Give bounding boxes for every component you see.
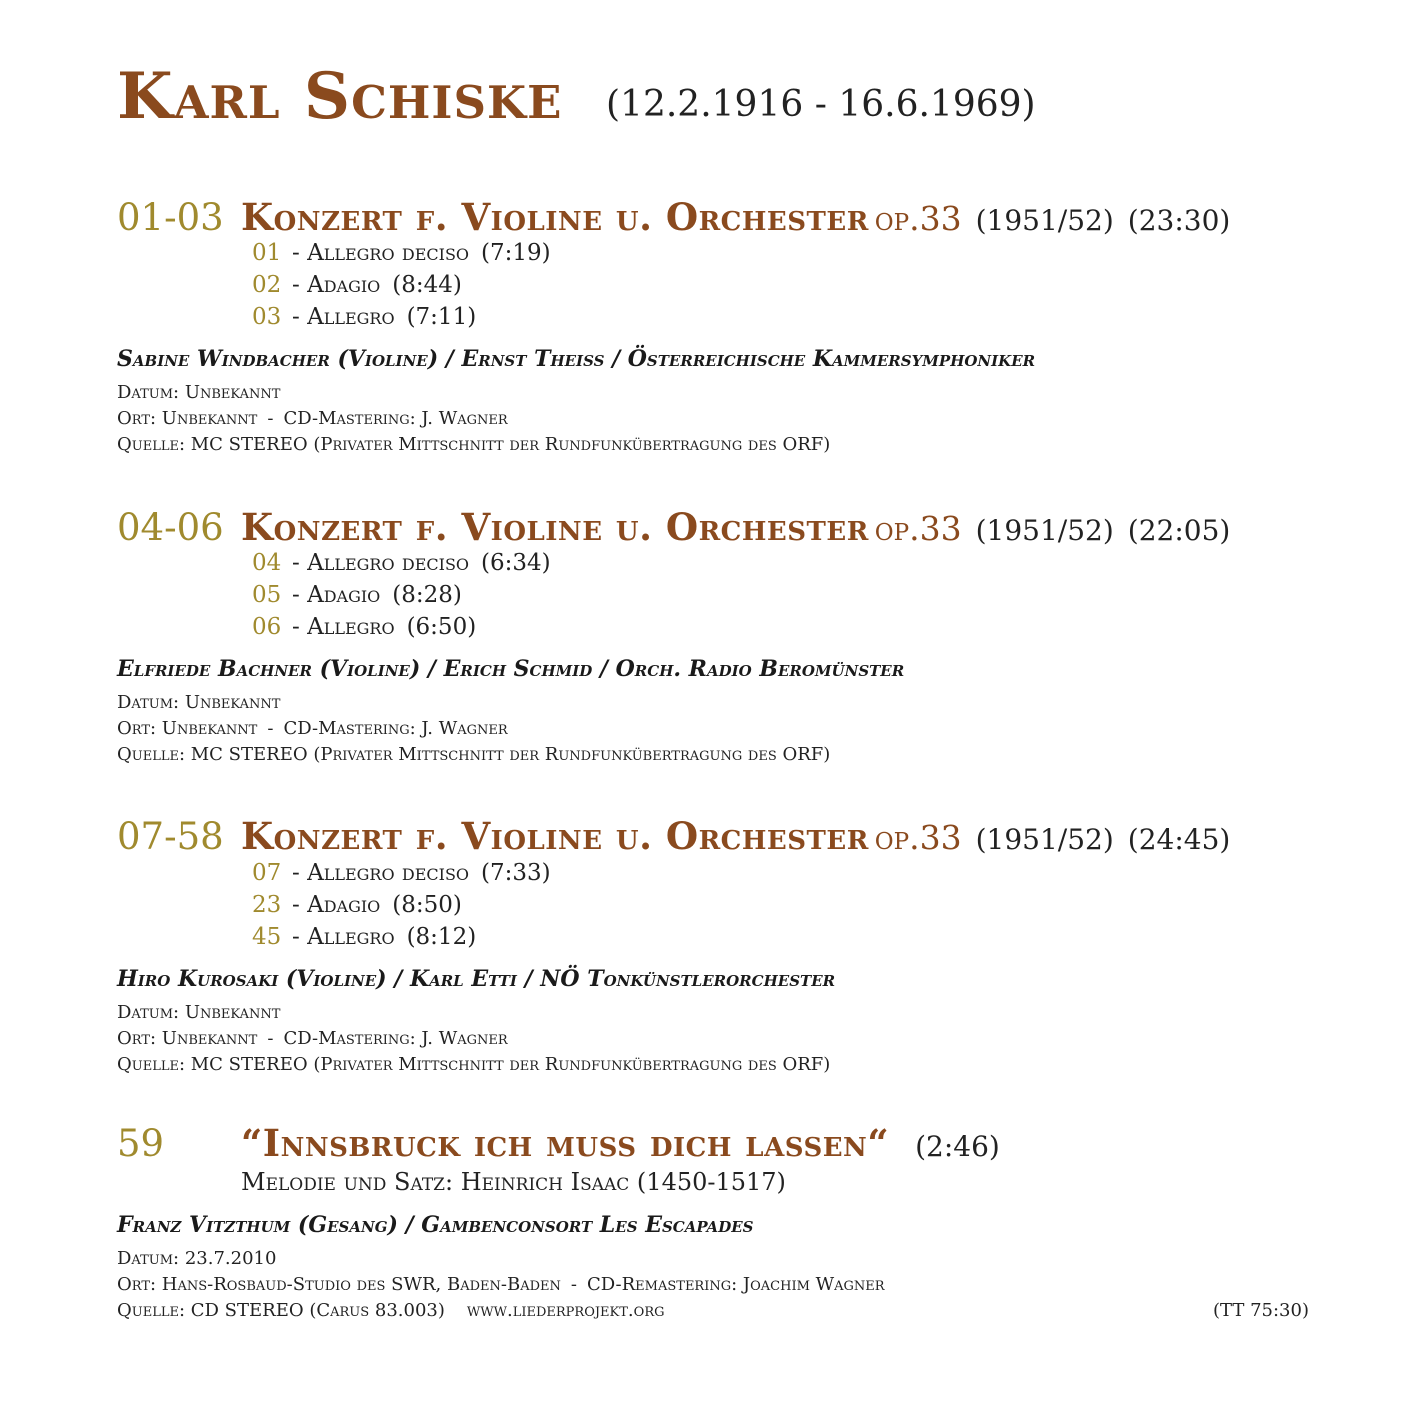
- detail-ort-row: Ort: Unbekannt - CD-Mastering: J. Wagner: [117, 408, 508, 429]
- work-title-row: [117, 811, 1230, 865]
- detail-mastering: CD-Mastering: J. Wagner: [283, 408, 508, 429]
- movement-name: - Allegro: [292, 924, 395, 950]
- work-duration: (22:05): [1127, 514, 1231, 547]
- work-title: Konzert f. Violine u. Orchester: [241, 814, 869, 858]
- movement-duration: (7:19): [481, 240, 551, 266]
- track-range: 04-06: [117, 506, 224, 549]
- work-opus: op.33: [874, 509, 962, 548]
- performers: Elfriede Bachner (Violine) / Erich Schmid / Orch. Radio Beromünster: [117, 656, 905, 682]
- movement-duration: (7:11): [406, 304, 477, 330]
- work-duration: (24:45): [1127, 823, 1231, 856]
- work-duration: (23:30): [1127, 204, 1231, 237]
- performers: Franz Vitzthum (Gesang) / Gambenconsort Les Escapades: [117, 1212, 754, 1238]
- movement-duration: (8:12): [406, 924, 477, 950]
- song-duration: (2:46): [915, 1130, 1000, 1163]
- movement-row: [252, 270, 462, 301]
- movement-number: 07: [252, 860, 282, 886]
- detail-mastering: CD-Remastering: Joachim Wagner: [587, 1274, 885, 1295]
- movement-duration: (6:50): [406, 614, 477, 640]
- movement-duration: (8:50): [392, 892, 462, 918]
- movement-row: [252, 922, 476, 953]
- detail-ort-row: Ort: Unbekannt - CD-Mastering: J. Wagner: [117, 1028, 508, 1049]
- movement-name: - Adagio: [292, 892, 381, 918]
- movement-number: 05: [252, 582, 282, 608]
- movement-duration: (8:44): [392, 272, 462, 298]
- detail-datum: Datum: Unbekannt: [117, 1002, 281, 1023]
- movement-duration: (7:33): [481, 860, 551, 886]
- movement-number: 01: [252, 240, 282, 266]
- detail-mastering: CD-Mastering: J. Wagner: [283, 718, 508, 739]
- movement-number: 04: [252, 550, 282, 576]
- movement-number: 03: [252, 304, 282, 330]
- movement-number: 02: [252, 272, 282, 298]
- detail-ort: Ort: Hans-Rosbaud-Studio des SWR, Baden-Baden: [117, 1274, 561, 1295]
- detail-quelle-row: [117, 1298, 665, 1324]
- work-year: (1951/52): [975, 204, 1114, 237]
- composer-dates: (12.2.1916 - 16.6.1969): [606, 84, 1036, 125]
- song-title: “Innsbruck ich muss dich lassen“: [241, 1121, 890, 1165]
- movement-name: - Allegro deciso: [292, 860, 470, 886]
- detail-datum: Datum: Unbekannt: [117, 692, 281, 713]
- song-title-row: [117, 1118, 1000, 1172]
- movement-number: 23: [252, 892, 282, 918]
- detail-ort: Ort: Unbekannt: [117, 1028, 258, 1049]
- website-text: www.liederprojekt.org: [466, 1300, 665, 1321]
- work-opus: op.33: [874, 818, 962, 857]
- movement-name: - Adagio: [292, 582, 381, 608]
- detail-mastering: CD-Mastering: J. Wagner: [283, 1028, 508, 1049]
- movement-name: - Allegro: [292, 304, 395, 330]
- track-range: 07-58: [117, 815, 224, 858]
- detail-quelle: Quelle: CD STEREO (Carus 83.003): [117, 1300, 445, 1321]
- performers: Sabine Windbacher (Violine) / Ernst Theiss / Österreichische Kammersymphoniker: [117, 346, 1036, 372]
- movement-duration: (8:28): [392, 582, 462, 608]
- detail-quelle: Quelle: MC STEREO (Privater Mittschnitt der Rundfunkübertragung des ORF): [117, 1054, 831, 1075]
- total-time: (TT 75:30): [1213, 1300, 1309, 1321]
- detail-datum: Datum: 23.7.2010: [117, 1248, 277, 1269]
- detail-quelle: Quelle: MC STEREO (Privater Mittschnitt der Rundfunkübertragung des ORF): [117, 744, 831, 765]
- work-opus: op.33: [874, 199, 962, 238]
- movement-number: 45: [252, 924, 282, 950]
- movement-name: - Allegro: [292, 614, 395, 640]
- movement-row: [252, 548, 551, 579]
- work-year: (1951/52): [975, 514, 1114, 547]
- work-year: (1951/52): [975, 823, 1114, 856]
- detail-ort: Ort: Unbekannt: [117, 718, 258, 739]
- detail-ort-row: Ort: Unbekannt - CD-Mastering: J. Wagner: [117, 718, 508, 739]
- movement-name: - Allegro deciso: [292, 240, 470, 266]
- track-number: 59: [117, 1122, 165, 1165]
- detail-datum: Datum: Unbekannt: [117, 382, 281, 403]
- detail-quelle: Quelle: MC STEREO (Privater Mittschnitt der Rundfunkübertragung des ORF): [117, 434, 831, 455]
- detail-ort: Ort: Unbekannt: [117, 408, 258, 429]
- work-title: Konzert f. Violine u. Orchester: [241, 195, 869, 239]
- movement-row: [252, 612, 476, 643]
- movement-row: [252, 238, 551, 269]
- song-subtitle: Melodie und Satz: Heinrich Isaac (1450-1517): [241, 1168, 786, 1196]
- movement-row: [252, 302, 476, 333]
- composer-name: Karl Schiske: [117, 59, 563, 134]
- movement-row: [252, 580, 462, 611]
- detail-ort-row: Ort: Hans-Rosbaud-Studio des SWR, Baden-Baden - CD-Remastering: Joachim Wagner: [117, 1274, 885, 1295]
- work-title: Konzert f. Violine u. Orchester: [241, 505, 869, 549]
- movement-name: - Allegro deciso: [292, 550, 470, 576]
- track-range: 01-03: [117, 196, 224, 239]
- movement-duration: (6:34): [481, 550, 551, 576]
- performers: Hiro Kurosaki (Violine) / Karl Etti / NÖ Tonkünstlerorchester: [117, 966, 836, 992]
- movement-number: 06: [252, 614, 282, 640]
- movement-name: - Adagio: [292, 272, 381, 298]
- movement-row: [252, 858, 551, 889]
- movement-row: [252, 890, 462, 921]
